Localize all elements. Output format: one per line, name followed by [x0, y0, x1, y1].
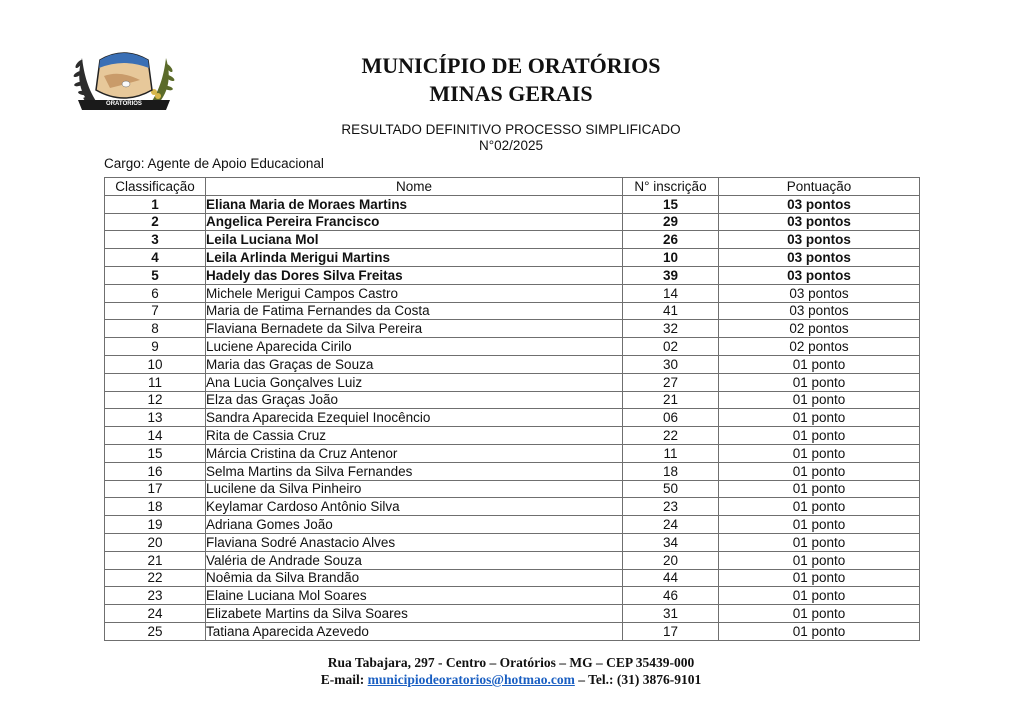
registration-cell: 31 — [623, 605, 719, 623]
rank-cell: 15 — [105, 444, 206, 462]
score-cell: 03 pontos — [719, 213, 920, 231]
table-row — [105, 302, 920, 320]
registration-cell: 32 — [623, 320, 719, 338]
table-row — [105, 427, 920, 445]
table-row — [105, 213, 920, 231]
rank-cell: 7 — [105, 302, 206, 320]
state-title: MINAS GERAIS — [429, 81, 593, 106]
name-cell: Tatiana Aparecida Azevedo — [206, 622, 623, 640]
table-header-row — [105, 178, 920, 196]
table-row — [105, 409, 920, 427]
rank-cell: 10 — [105, 355, 206, 373]
name-cell: Adriana Gomes João — [206, 516, 623, 534]
table-row — [105, 516, 920, 534]
rank-cell: 12 — [105, 391, 206, 409]
score-cell: 01 ponto — [719, 551, 920, 569]
score-cell: 01 ponto — [719, 462, 920, 480]
process-number: N°02/2025 — [479, 138, 543, 153]
table-body — [105, 195, 920, 640]
rank-cell: 13 — [105, 409, 206, 427]
score-cell: 03 pontos — [719, 249, 920, 267]
header-classification: Classificação — [105, 178, 206, 196]
registration-cell: 06 — [623, 409, 719, 427]
rank-cell: 5 — [105, 266, 206, 284]
table-row — [105, 391, 920, 409]
name-cell: Leila Luciana Mol — [206, 231, 623, 249]
name-cell: Leila Arlinda Merigui Martins — [206, 249, 623, 267]
score-cell: 01 ponto — [719, 569, 920, 587]
score-cell: 03 pontos — [719, 195, 920, 213]
table-row — [105, 355, 920, 373]
score-cell: 01 ponto — [719, 533, 920, 551]
table-row — [105, 622, 920, 640]
registration-cell: 18 — [623, 462, 719, 480]
table-row — [105, 338, 920, 356]
table-row — [105, 444, 920, 462]
score-cell: 01 ponto — [719, 355, 920, 373]
registration-cell: 23 — [623, 498, 719, 516]
rank-cell: 21 — [105, 551, 206, 569]
table-row — [105, 462, 920, 480]
score-cell: 01 ponto — [719, 480, 920, 498]
rank-cell: 24 — [105, 605, 206, 623]
rank-cell: 18 — [105, 498, 206, 516]
name-cell: Keylamar Cardoso Antônio Silva — [206, 498, 623, 516]
footer-contact — [250, 671, 772, 688]
rank-cell: 8 — [105, 320, 206, 338]
name-cell: Maria de Fatima Fernandes da Costa — [206, 302, 623, 320]
email-link[interactable]: municipiodeoratorios@hotmao.com — [367, 672, 575, 687]
registration-cell: 46 — [623, 587, 719, 605]
rank-cell: 6 — [105, 284, 206, 302]
rank-cell: 22 — [105, 569, 206, 587]
name-cell: Rita de Cassia Cruz — [206, 427, 623, 445]
registration-cell: 41 — [623, 302, 719, 320]
name-cell: Luciene Aparecida Cirilo — [206, 338, 623, 356]
score-cell: 01 ponto — [719, 427, 920, 445]
score-cell: 01 ponto — [719, 444, 920, 462]
name-cell: Noêmia da Silva Brandão — [206, 569, 623, 587]
rank-cell: 23 — [105, 587, 206, 605]
footer-address: Rua Tabajara, 297 - Centro – Oratórios – MG – CEP 35439-000 — [327, 655, 695, 670]
table-row — [105, 320, 920, 338]
registration-cell: 34 — [623, 533, 719, 551]
name-cell: Valéria de Andrade Souza — [206, 551, 623, 569]
registration-cell: 15 — [623, 195, 719, 213]
score-cell: 01 ponto — [719, 391, 920, 409]
rank-cell: 2 — [105, 213, 206, 231]
table-row — [105, 569, 920, 587]
name-cell: Maria das Graças de Souza — [206, 355, 623, 373]
table-row — [105, 480, 920, 498]
name-cell: Sandra Aparecida Ezequiel Inocêncio — [206, 409, 623, 427]
table-row — [105, 533, 920, 551]
name-cell: Elza das Graças João — [206, 391, 623, 409]
phone-text: – Tel.: (31) 3876-9101 — [574, 672, 702, 687]
name-cell: Flaviana Sodré Anastacio Alves — [206, 533, 623, 551]
rank-cell: 3 — [105, 231, 206, 249]
score-cell: 01 ponto — [719, 587, 920, 605]
table-row — [105, 231, 920, 249]
score-cell: 03 pontos — [719, 266, 920, 284]
score-cell: 01 ponto — [719, 622, 920, 640]
registration-cell: 27 — [623, 373, 719, 391]
document-subtitle — [250, 122, 772, 154]
registration-cell: 39 — [623, 266, 719, 284]
results-table — [104, 177, 920, 641]
score-cell: 03 pontos — [719, 302, 920, 320]
registration-cell: 22 — [623, 427, 719, 445]
rank-cell: 9 — [105, 338, 206, 356]
score-cell: 01 ponto — [719, 498, 920, 516]
registration-cell: 30 — [623, 355, 719, 373]
name-cell: Selma Martins da Silva Fernandes — [206, 462, 623, 480]
score-cell: 03 pontos — [719, 284, 920, 302]
header-registration: N° inscrição — [623, 178, 719, 196]
rank-cell: 1 — [105, 195, 206, 213]
table-row — [105, 195, 920, 213]
table-row — [105, 551, 920, 569]
registration-cell: 02 — [623, 338, 719, 356]
rank-cell: 20 — [105, 533, 206, 551]
rank-cell: 17 — [105, 480, 206, 498]
name-cell: Elaine Luciana Mol Soares — [206, 587, 623, 605]
score-cell: 01 ponto — [719, 409, 920, 427]
registration-cell: 10 — [623, 249, 719, 267]
score-cell: 02 pontos — [719, 338, 920, 356]
score-cell: 02 pontos — [719, 320, 920, 338]
table-row — [105, 284, 920, 302]
rank-cell: 19 — [105, 516, 206, 534]
table-row — [105, 587, 920, 605]
svg-text:ORATÓRIOS: ORATÓRIOS — [106, 101, 142, 107]
rank-cell: 11 — [105, 373, 206, 391]
rank-cell: 14 — [105, 427, 206, 445]
score-cell: 01 ponto — [719, 516, 920, 534]
name-cell: Angelica Pereira Francisco — [206, 213, 623, 231]
municipality-title: MUNICÍPIO DE ORATÓRIOS — [361, 53, 661, 78]
name-cell: Lucilene da Silva Pinheiro — [206, 480, 623, 498]
registration-cell: 26 — [623, 231, 719, 249]
page-footer — [250, 654, 772, 688]
name-cell: Flaviana Bernadete da Silva Pereira — [206, 320, 623, 338]
name-cell: Elizabete Martins da Silva Soares — [206, 605, 623, 623]
registration-cell: 17 — [623, 622, 719, 640]
registration-cell: 21 — [623, 391, 719, 409]
email-label: E-mail: — [320, 672, 368, 687]
score-cell: 01 ponto — [719, 605, 920, 623]
name-cell: Márcia Cristina da Cruz Antenor — [206, 444, 623, 462]
registration-cell: 44 — [623, 569, 719, 587]
table-row — [105, 373, 920, 391]
rank-cell: 25 — [105, 622, 206, 640]
registration-cell: 24 — [623, 516, 719, 534]
registration-cell: 50 — [623, 480, 719, 498]
result-title: RESULTADO DEFINITIVO PROCESSO SIMPLIFICADO — [341, 122, 681, 137]
score-cell: 01 ponto — [719, 373, 920, 391]
registration-cell: 29 — [623, 213, 719, 231]
registration-cell: 11 — [623, 444, 719, 462]
table-row — [105, 266, 920, 284]
page-header — [300, 52, 722, 108]
name-cell: Michele Merigui Campos Castro — [206, 284, 623, 302]
table-row — [105, 249, 920, 267]
score-cell: 03 pontos — [719, 231, 920, 249]
table-row — [105, 498, 920, 516]
rank-cell: 4 — [105, 249, 206, 267]
municipal-coat-of-arms-logo — [70, 44, 178, 114]
header-name: Nome — [206, 178, 623, 196]
registration-cell: 14 — [623, 284, 719, 302]
position-label: Cargo: Agente de Apoio Educacional — [104, 156, 324, 171]
name-cell: Ana Lucia Gonçalves Luiz — [206, 373, 623, 391]
table-row — [105, 605, 920, 623]
name-cell: Eliana Maria de Moraes Martins — [206, 195, 623, 213]
registration-cell: 20 — [623, 551, 719, 569]
name-cell: Hadely das Dores Silva Freitas — [206, 266, 623, 284]
header-score: Pontuação — [719, 178, 920, 196]
rank-cell: 16 — [105, 462, 206, 480]
